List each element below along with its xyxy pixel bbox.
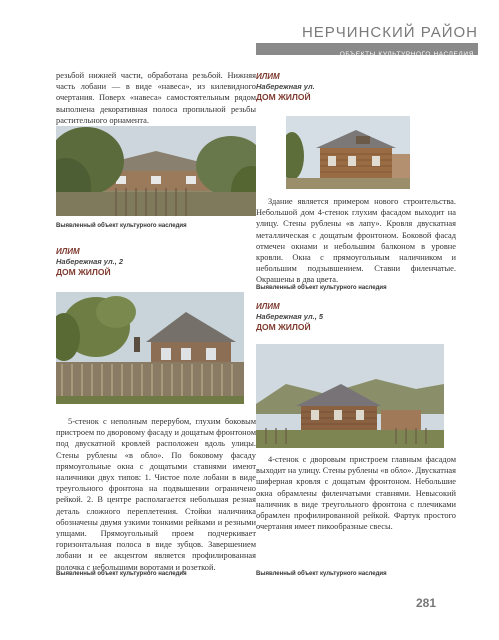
entry-caption-nab-2: Выявленный объект культурного наследия <box>56 571 187 577</box>
entry-heading-nab-2 <box>56 247 256 278</box>
entry-heading-nab-5 <box>256 302 456 333</box>
entry-caption-nab-5: Выявленный объект культурного наследия <box>256 571 387 577</box>
entry-text-nab <box>256 196 456 286</box>
street-address: Набережная ул. <box>256 82 315 91</box>
photo-log-house-hill <box>256 344 444 448</box>
intro-text: резьбой нижней части, обработана резьбой. Нижняя часть лобани — в виде «навеса», из килевидного очертания. Поверх «навеса» самостоятельным рядом выполнена декоративная полоса пропильной резьбы растительного орнамента. <box>56 71 256 125</box>
entry-caption-nab: Выявленный объект культурного наследия <box>256 285 387 291</box>
village-name: ИЛИМ <box>256 302 280 311</box>
section-subtitle: ОБЪЕКТЫ КУЛЬТУРНОГО НАСЛЕДИЯ <box>339 51 474 58</box>
street-address: Набережная ул., 5 <box>256 312 324 321</box>
village-name: ИЛИМ <box>56 247 80 256</box>
page-header <box>256 24 478 58</box>
entry-text-nab-5 <box>256 454 456 532</box>
district-title: НЕРЧИНСКИЙ РАЙОН <box>301 24 478 41</box>
description-text: Здание является примером нового строительства. Небольшой дом 4-стенок глухим фасадом выходит на улицу. Стены рублены «в лапу». Кровля двускатная металлическая с дощатым фронтоном. Боковой фасад отмечен окнами и небольшим балконом в уровне кровли. Окна с прямоугольным наличником и небольшим подзывшением. Ставни филенчатые. Окрашены в два цвета. <box>256 197 456 285</box>
building-type: ДОМ ЖИЛОЙ <box>256 322 311 332</box>
building-type: ДОМ ЖИЛОЙ <box>256 92 311 102</box>
entry-text-nab-2 <box>56 416 256 573</box>
entry-heading-nab <box>256 72 456 103</box>
photo-new-log-house <box>286 116 410 189</box>
page-number: 281 <box>416 596 437 610</box>
description-text: 5-стенок с неполным перерубом, глухим боковым пристроем по дворовому фасаду и дощатым фронтоном под двускатной кровлей расположен вдоль улицы. Стены рублены «в обло». По боковому фасаду прямоугольные окна с дощатыми ставнями имеют наличники двух типов: 1. Чистое поле лобани в виде треугольного фронтона на подвышении ограничено рейкой. 2. В центре располагается небольшая резная деталь сложного переплетения. Стойки наличника обозначены двумя узкими тонкими рейками и резными упщами. Прямоугольный проем подчеркивает горизонтальная полоса в виде зубцов. Завершением лобани и ее акцентом является профилированная полочка с небольшими воротами и розеткой. <box>56 417 256 572</box>
description-text: 4-стенок с дворовым пристроем главным фасадом выходит на улицу. Стены рублены «в обло». Двускатная шиферная кровля с дощатым фронтоном. Небольшие окна обрамлены филенчатыми ставнями. Невысокий наличник в виде треугольного фронтона с плечиками обрамлен профилированной рейкой. Фартук простого очертания имеет пикообразные свесы. <box>256 455 456 532</box>
village-name: ИЛИМ <box>256 72 280 81</box>
entry-caption-left-1: Выявленный объект культурного наследия <box>56 223 187 229</box>
header-bar <box>256 43 478 58</box>
street-address: Набережная ул., 2 <box>56 257 124 266</box>
intro-paragraph <box>56 70 256 126</box>
photo-house-fence <box>56 292 244 404</box>
building-type: ДОМ ЖИЛОЙ <box>56 267 111 277</box>
photo-house-trees <box>56 126 256 216</box>
